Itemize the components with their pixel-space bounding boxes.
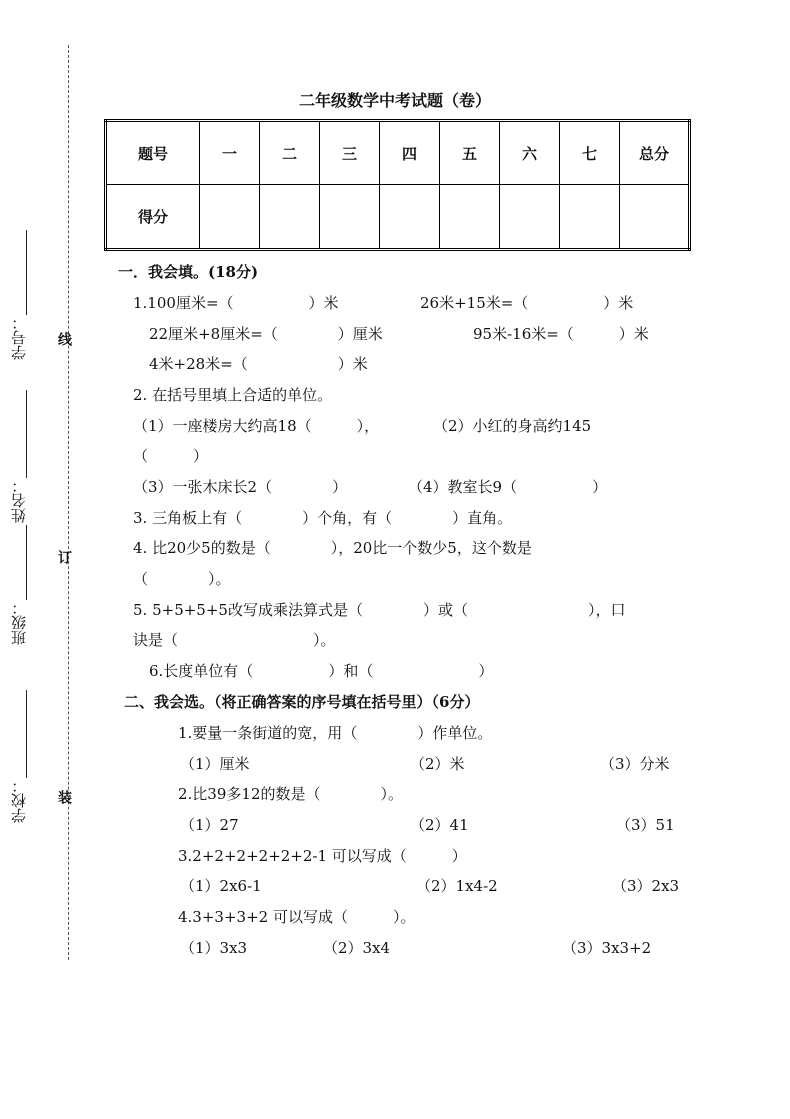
q2-line: （ ） bbox=[133, 447, 209, 465]
score-cell[interactable] bbox=[440, 185, 500, 250]
score-row-label: 得分 bbox=[106, 185, 200, 250]
choice-option: （3）3x3+2 bbox=[562, 939, 652, 957]
score-header-cell: 一 bbox=[200, 121, 260, 185]
name-blank bbox=[26, 390, 27, 478]
choice-option: （3）2x3 bbox=[612, 877, 680, 895]
class-label: 班级： bbox=[10, 600, 28, 645]
score-header-cell: 七 bbox=[560, 121, 620, 185]
choice-option: （1）2x6-1 bbox=[180, 877, 262, 895]
student-id-blank bbox=[26, 230, 27, 315]
q2-line: （1）一座楼房大约高18（ ）， bbox=[133, 417, 380, 435]
score-cell[interactable] bbox=[260, 185, 320, 250]
q1-line: 4米+28米=（ ）米 bbox=[149, 355, 368, 373]
q1-line: 95米-16米=（ ）米 bbox=[473, 325, 649, 343]
score-header-cell: 三 bbox=[320, 121, 380, 185]
student-id-label: 学号： bbox=[10, 315, 28, 360]
q2-line: （2）小红的身高约145 bbox=[433, 417, 592, 435]
binding-dashed-line bbox=[68, 45, 69, 960]
name-label: 姓名： bbox=[10, 478, 28, 523]
school-blank bbox=[26, 690, 27, 778]
binding-mark-ding: 订 bbox=[56, 550, 72, 564]
choice-question: 3.2+2+2+2+2+2-1 可以写成（ ） bbox=[178, 847, 467, 865]
score-header-cell: 总分 bbox=[620, 121, 690, 185]
choice-question: 1.要量一条街道的宽，用（ ）作单位。 bbox=[178, 724, 493, 742]
choice-question: 4.3+3+3+2 可以写成（ ）。 bbox=[178, 908, 416, 926]
binding-mark-zhuang: 装 bbox=[56, 790, 72, 804]
score-cell[interactable] bbox=[380, 185, 440, 250]
score-cell[interactable] bbox=[320, 185, 380, 250]
score-cell[interactable] bbox=[500, 185, 560, 250]
q1-line: 1.100厘米=（ ）米 bbox=[133, 294, 339, 312]
q2-line: （4）教室长9（ ） bbox=[408, 478, 608, 496]
q2-line: 2. 在括号里填上合适的单位。 bbox=[133, 386, 333, 404]
choice-option: （1）厘米 bbox=[180, 755, 250, 773]
page-title: 二年级数学中考试题（卷） bbox=[298, 91, 491, 110]
choice-option: （1）3x3 bbox=[180, 939, 248, 957]
score-header-cell: 二 bbox=[260, 121, 320, 185]
score-cell[interactable] bbox=[200, 185, 260, 250]
choice-option: （3）分米 bbox=[600, 755, 670, 773]
q6-line: 6.长度单位有（ ）和（ ） bbox=[149, 662, 494, 680]
score-header-cell: 六 bbox=[500, 121, 560, 185]
choice-option: （3）51 bbox=[616, 816, 675, 834]
score-header-cell: 题号 bbox=[106, 121, 200, 185]
score-header-cell: 四 bbox=[380, 121, 440, 185]
q1-line: 22厘米+8厘米=（ ）厘米 bbox=[149, 325, 383, 343]
q3-line: 3. 三角板上有（ ）个角，有（ ）直角。 bbox=[133, 509, 513, 527]
choice-option: （2）米 bbox=[410, 755, 465, 773]
choice-option: （2）1x4-2 bbox=[416, 877, 498, 895]
choice-option: （2）3x4 bbox=[323, 939, 391, 957]
score-table-header-row bbox=[106, 121, 690, 185]
class-blank bbox=[26, 525, 27, 600]
score-table bbox=[104, 119, 691, 251]
school-label: 学校： bbox=[10, 778, 28, 823]
score-table-score-row bbox=[106, 185, 690, 250]
q5-line: 5. 5+5+5+5改写成乘法算式是（ ）或（ ），口 bbox=[133, 601, 626, 619]
choice-question: 2.比39多12的数是（ ）。 bbox=[178, 785, 403, 803]
section1-heading: 一．我会填。(18分) bbox=[118, 263, 259, 281]
section2-heading: 二、我会选。（将正确答案的序号填在括号里）（6分） bbox=[124, 693, 480, 711]
q5-line: 诀是（ ）。 bbox=[133, 631, 336, 649]
q1-line: 26米+15米=（ ）米 bbox=[420, 294, 634, 312]
choice-option: （2）41 bbox=[410, 816, 469, 834]
q4-line: 4. 比20少5的数是（ ），20比一个数少5，这个数是 bbox=[133, 539, 532, 557]
q2-line: （3）一张木床长2（ ） bbox=[133, 478, 348, 496]
binding-mark-line: 线 bbox=[56, 332, 72, 346]
score-cell[interactable] bbox=[620, 185, 690, 250]
q4-line: （ ）。 bbox=[133, 570, 231, 588]
score-cell[interactable] bbox=[560, 185, 620, 250]
score-header-cell: 五 bbox=[440, 121, 500, 185]
choice-option: （1）27 bbox=[180, 816, 239, 834]
